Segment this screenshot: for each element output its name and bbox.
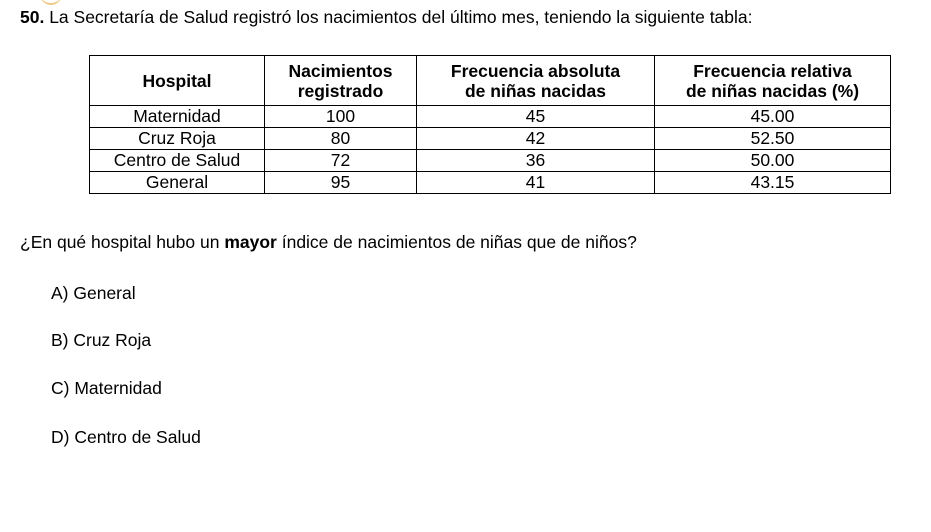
prompt-bold: mayor bbox=[224, 232, 277, 252]
header-frecuencia-relativa: Frecuencia relativa de niñas nacidas (%) bbox=[655, 56, 891, 106]
decorative-mark bbox=[40, 0, 62, 5]
option-d[interactable]: D) Centro de Salud bbox=[51, 427, 201, 447]
cell-girls-absolute: 45 bbox=[417, 106, 655, 128]
cell-births: 100 bbox=[265, 106, 417, 128]
cell-hospital: General bbox=[90, 172, 265, 194]
cell-births: 80 bbox=[265, 128, 417, 150]
question-prompt bbox=[20, 232, 637, 253]
header-nacimientos: Nacimientos registrado bbox=[265, 56, 417, 106]
cell-girls-relative: 45.00 bbox=[655, 106, 891, 128]
option-c[interactable]: C) Maternidad bbox=[51, 378, 162, 398]
table-row bbox=[90, 172, 891, 194]
question-intro bbox=[20, 7, 753, 28]
cell-girls-absolute: 36 bbox=[417, 150, 655, 172]
question-number: 50. bbox=[20, 7, 45, 27]
cell-girls-absolute: 41 bbox=[417, 172, 655, 194]
question-intro-text: La Secretaría de Salud registró los nacimientos del último mes, teniendo la siguiente tabla: bbox=[44, 7, 753, 27]
prompt-before: ¿En qué hospital hubo un bbox=[20, 232, 225, 252]
table-header-row bbox=[90, 56, 891, 106]
cell-girls-absolute: 42 bbox=[417, 128, 655, 150]
header-frecuencia-absoluta: Frecuencia absoluta de niñas nacidas bbox=[417, 56, 655, 106]
prompt-after: índice de nacimientos de niñas que de niños? bbox=[276, 232, 637, 252]
cell-hospital: Cruz Roja bbox=[90, 128, 265, 150]
cell-hospital: Maternidad bbox=[90, 106, 265, 128]
cell-girls-relative: 43.15 bbox=[655, 172, 891, 194]
option-b[interactable]: B) Cruz Roja bbox=[51, 330, 152, 350]
header-hospital: Hospital bbox=[90, 56, 265, 106]
table-row bbox=[90, 106, 891, 128]
cell-births: 72 bbox=[265, 150, 417, 172]
table-row bbox=[90, 128, 891, 150]
cell-births: 95 bbox=[265, 172, 417, 194]
cell-girls-relative: 50.00 bbox=[655, 150, 891, 172]
cell-hospital: Centro de Salud bbox=[90, 150, 265, 172]
births-table bbox=[89, 55, 891, 194]
cell-girls-relative: 52.50 bbox=[655, 128, 891, 150]
option-a[interactable]: A) General bbox=[51, 283, 136, 303]
table-row bbox=[90, 150, 891, 172]
